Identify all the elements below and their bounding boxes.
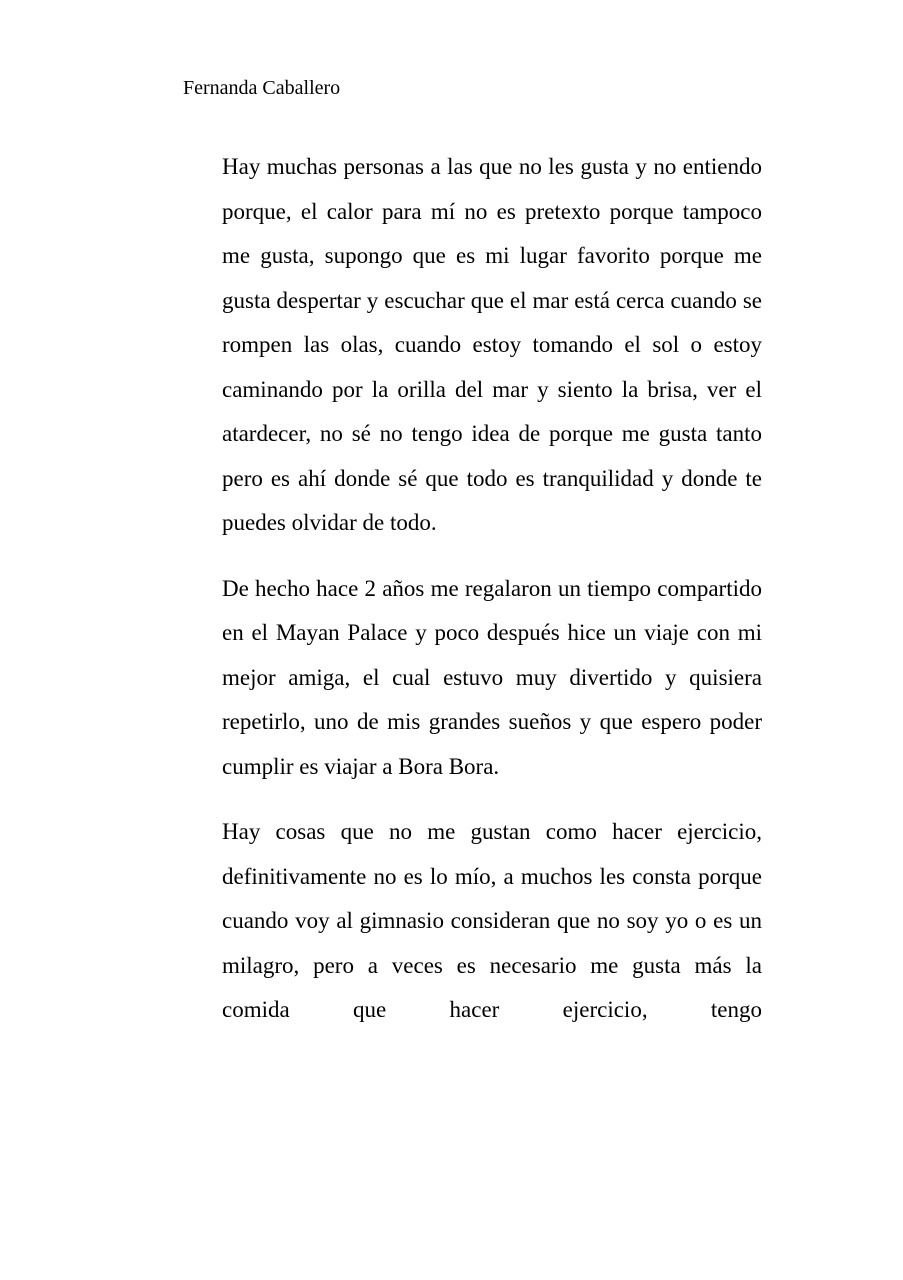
paragraph-beach: Hay muchas personas a las que no les gusta y no entiendo porque, el calor para mí no es pretexto porque tampoco me gusta, supongo que es mi lugar favorito porque me gusta despertar y escuchar que el mar está cerca cuando se rompen las olas, cuando estoy tomando el sol o estoy caminando por la orilla del mar y siento la brisa, ver el atardecer, no sé no tengo idea de porque me gusta tanto pero es ahí donde sé que todo es tranquilidad y donde te puedes olvidar de todo. (222, 154, 762, 535)
document-body (222, 145, 762, 1053)
paragraph-mayan-palace: De hecho hace 2 años me regalaron un tiempo compartido en el Mayan Palace y poco después hice un viaje con mi mejor amiga, el cual estuvo muy divertido y quisiera repetirlo, uno de mis grandes sueños y que espero poder cumplir es viajar a Bora Bora. (222, 575, 762, 779)
paragraph-exercise: Hay cosas que no me gustan como hacer ejercicio, definitivamente no es lo mío, a muchos les consta porque cuando voy al gimnasio consideran que no soy yo o es un milagro, pero a veces es necesario me gusta más la comida que hacer ejercicio, tengo (222, 819, 762, 1022)
author-name: Fernanda Caballero (183, 77, 341, 99)
